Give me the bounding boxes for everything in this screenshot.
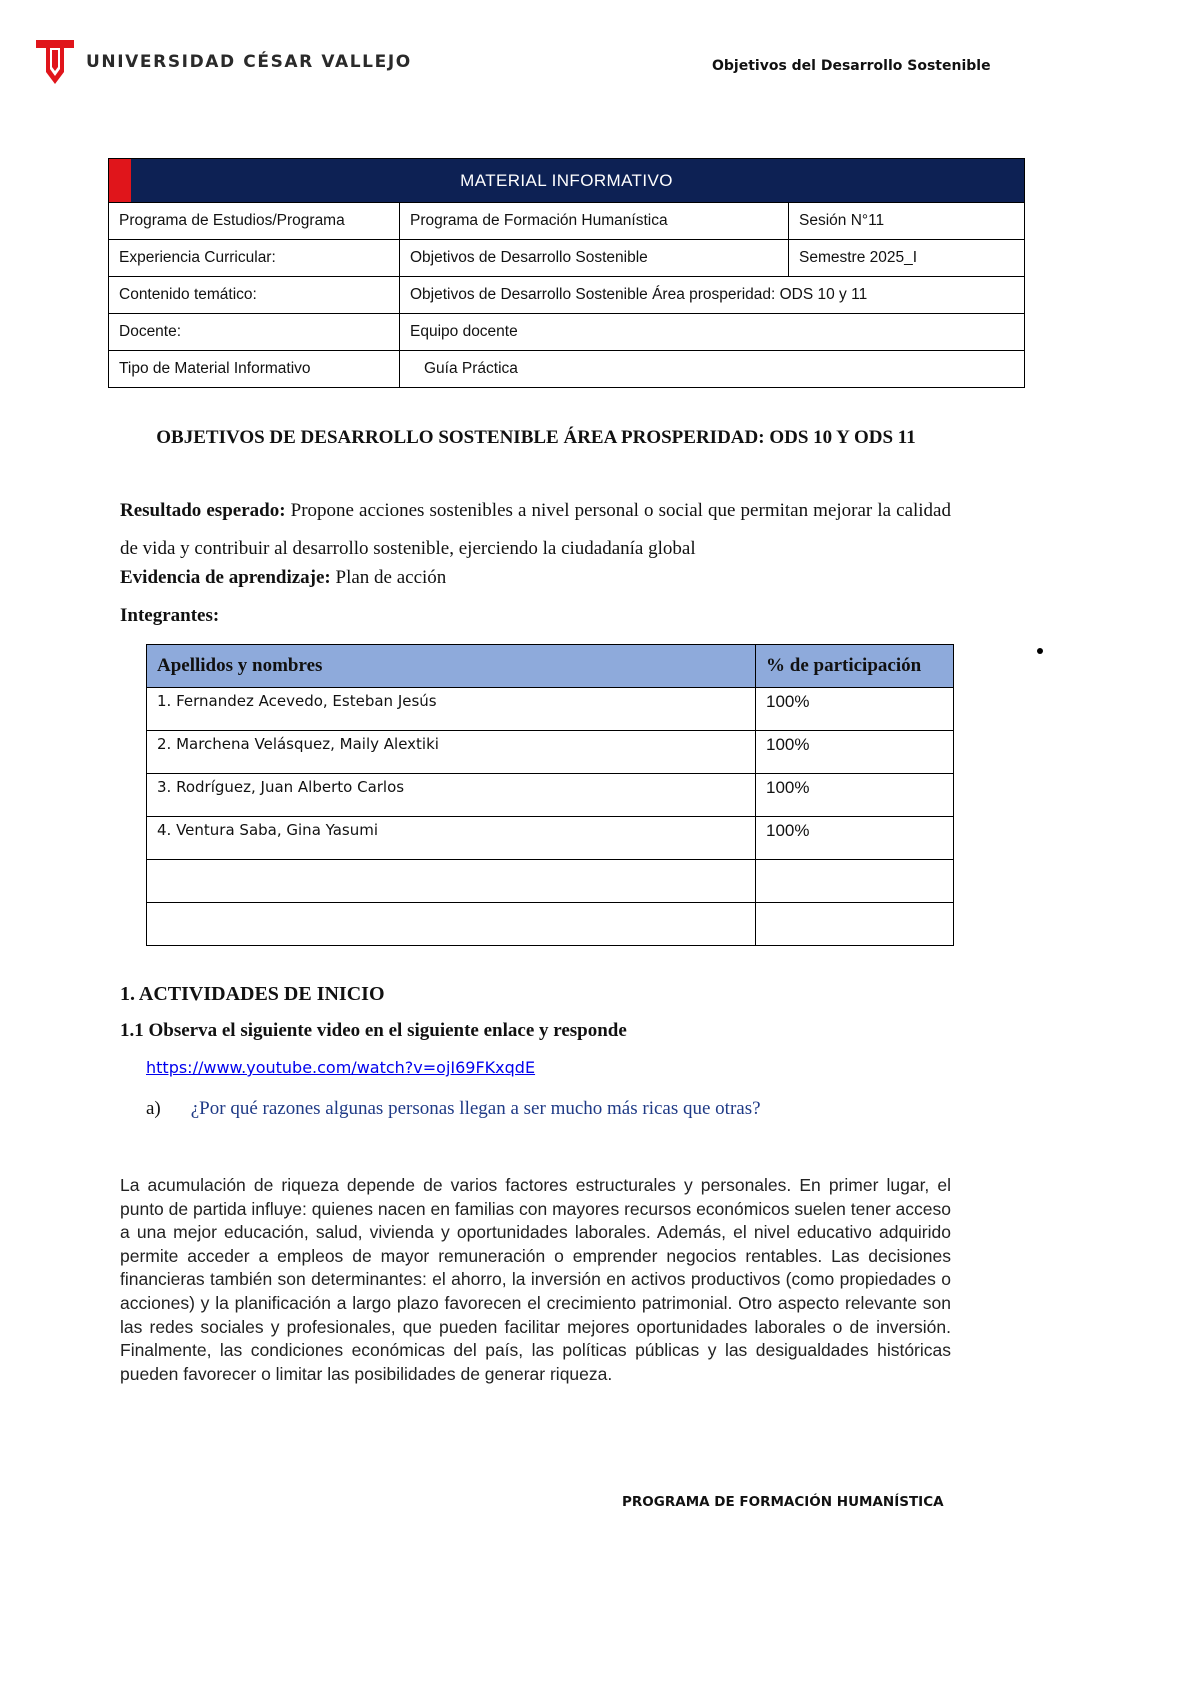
document-title: OBJETIVOS DE DESARROLLO SOSTENIBLE ÁREA PROSPERIDAD: ODS 10 Y ODS 11 [156,427,916,448]
university-name: UNIVERSIDAD CÉSAR VALLEJO [86,52,412,72]
table-row [147,903,954,946]
table-row [109,277,1025,314]
table-row [109,203,1025,240]
row-value: Equipo docente [400,314,1025,351]
table-row [109,314,1025,351]
section-subtitle: 1.1 Observa el siguiente video en el siguiente enlace y responde [120,1020,627,1041]
member-name: 2. Marchena Velásquez, Maily Alextiki [147,731,756,774]
document-topic: Objetivos del Desarrollo Sostenible [712,58,991,74]
row-label: Contenido temático: [109,277,400,314]
member-name: 4. Ventura Saba, Gina Yasumi [147,817,756,860]
table-row [147,860,954,903]
row-label: Experiencia Curricular: [109,240,400,277]
learning-evidence-text: Plan de acción [335,567,447,588]
material-info-table [108,158,1025,388]
member-participation [756,903,954,946]
learning-evidence [120,567,446,589]
table-row [109,240,1025,277]
footer-program: PROGRAMA DE FORMACIÓN HUMANÍSTICA [622,1494,944,1510]
question-text: ¿Por qué razones algunas personas llegan a ser mucho más ricas que otras? [190,1098,761,1119]
member-name [147,903,756,946]
table-row [109,351,1025,388]
answer-paragraph: La acumulación de riqueza depende de varios factores estructurales y personales. En primer lugar, el punto de partida influye: quienes nacen en familias con mayores recursos económicos suelen tener acceso a una mejor educación, salud, vivienda y oportunidades laborales. Además, el nivel educativo adquirido permite acceder a empleos de mayor remuneración o emprender negocios rentables. Las decisiones financieras también son determinantes: el ahorro, la inversión en activos productivos (como propiedades o acciones) y la planificación a largo plazo favorecen el crecimiento patrimonial. Otro aspecto relevante son las redes sociales y profesionales, que pueden facilitar mejores oportunidades laborales o de inversión. Finalmente, las condiciones económicas del país, las políticas públicas y las desigualdades históricas pueden favorecer o limitar las posibilidades de generar riqueza. [120,1175,951,1384]
row-extra: Semestre 2025_I [789,240,1025,277]
members-table [146,644,954,946]
expected-result-text: Propone acciones sostenibles a nivel personal o social que permitan mejorar la calidad de vida y contribuir al desarrollo sostenible, ejerciendo la ciudadanía global [120,500,951,559]
question-letter: a) [146,1098,161,1119]
member-participation [756,860,954,903]
table-row [147,774,954,817]
row-value: Guía Práctica [400,351,1025,388]
section-title: 1. ACTIVIDADES DE INICIO [120,983,385,1005]
table-header-row [147,645,954,688]
video-link[interactable]: https://www.youtube.com/watch?v=ojI69FKxqdE [146,1058,536,1077]
member-participation: 100% [756,774,954,817]
row-value: Objetivos de Desarrollo Sostenible [400,240,789,277]
row-extra: Sesión N°11 [789,203,1025,240]
red-accent-bar [109,159,131,202]
material-heading [109,159,1025,203]
members-label: Integrantes: [120,605,220,626]
row-value: Programa de Formación Humanística [400,203,789,240]
row-label: Docente: [109,314,400,351]
member-name [147,860,756,903]
column-header-name: Apellidos y nombres [147,645,756,688]
column-header-participation: % de participación [756,645,954,688]
material-heading-text: MATERIAL INFORMATIVO [460,170,673,190]
table-row [147,731,954,774]
expected-result [120,492,951,568]
expected-result-label: Resultado esperado: [120,500,286,521]
university-logo [34,38,412,86]
member-participation: 100% [756,731,954,774]
member-name: 1. Fernandez Acevedo, Esteban Jesús [147,688,756,731]
bullet-mark [1037,648,1043,654]
member-participation: 100% [756,817,954,860]
member-participation: 100% [756,688,954,731]
table-row [147,688,954,731]
row-label: Tipo de Material Informativo [109,351,400,388]
learning-evidence-label: Evidencia de aprendizaje: [120,567,331,588]
row-value: Objetivos de Desarrollo Sostenible Área prosperidad: ODS 10 y 11 [400,277,1025,314]
question-a [146,1098,761,1120]
row-label: Programa de Estudios/Programa [109,203,400,240]
table-row [147,817,954,860]
ucv-shield-icon [34,38,76,86]
member-name: 3. Rodríguez, Juan Alberto Carlos [147,774,756,817]
